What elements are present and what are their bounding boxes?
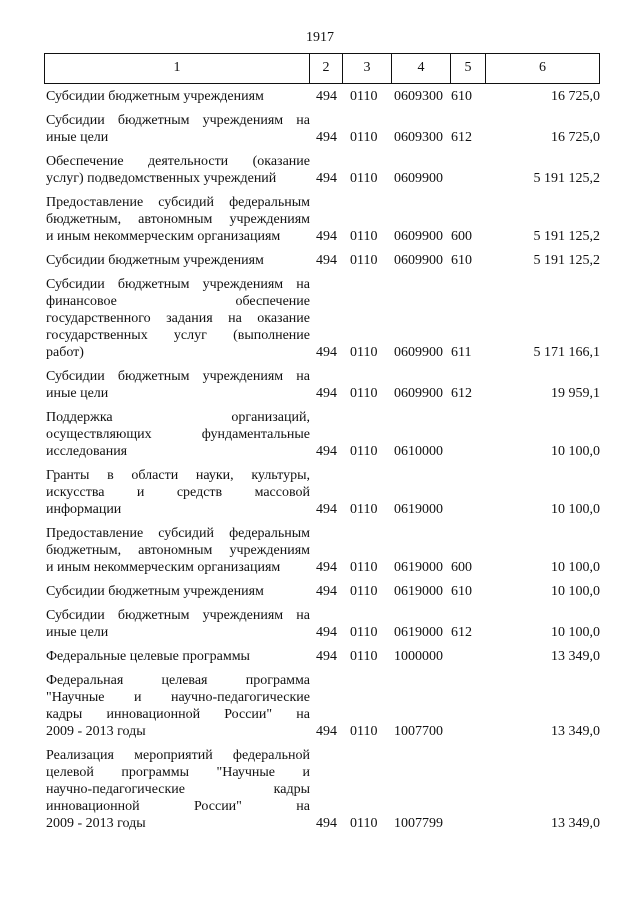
section-code: 0110	[350, 444, 378, 459]
table-row	[44, 112, 600, 146]
row-description	[46, 525, 310, 576]
header-col-6: 6	[485, 54, 600, 83]
section-code: 0110	[350, 625, 378, 640]
section-code: 0110	[350, 816, 378, 831]
description-line: государственных услуг (выполнение	[46, 328, 310, 343]
description-line: иные цели	[46, 130, 109, 145]
description-line: работ)	[46, 345, 84, 360]
description-line: и иным некоммерческим организациям	[46, 229, 281, 244]
table-row	[44, 672, 600, 740]
section-code: 0110	[350, 253, 378, 268]
description-line: Субсидии бюджетным учреждениям на	[46, 369, 310, 384]
description-line: Субсидии бюджетным учреждениям	[46, 253, 264, 268]
table-row	[44, 368, 600, 402]
amount: 13 349,0	[551, 816, 600, 831]
description-line: искусства и средств массовой	[46, 485, 310, 500]
amount: 10 100,0	[551, 625, 600, 640]
table-row	[44, 467, 600, 518]
row-description	[46, 607, 310, 641]
header-col-4: 4	[391, 54, 450, 83]
ministry-code: 494	[316, 386, 337, 401]
description-line: Субсидии бюджетным учреждениям	[46, 89, 264, 104]
description-line: финансовое обеспечение	[46, 294, 310, 309]
header-col-5: 5	[450, 54, 485, 83]
ministry-code: 494	[316, 560, 337, 575]
row-description	[46, 252, 310, 269]
table-row	[44, 194, 600, 245]
header-col-3: 3	[342, 54, 391, 83]
description-line: 2009 - 2013 годы	[46, 816, 146, 831]
amount: 10 100,0	[551, 444, 600, 459]
target-article-code: 0609300	[394, 89, 443, 104]
description-line: кадры инновационной России" на	[46, 707, 310, 722]
row-description	[46, 583, 310, 600]
target-article-code: 0619000	[394, 502, 443, 517]
target-article-code: 0609900	[394, 171, 443, 186]
amount: 10 100,0	[551, 584, 600, 599]
row-description	[46, 409, 310, 460]
target-article-code: 0609900	[394, 253, 443, 268]
table-row	[44, 88, 600, 105]
amount: 5 191 125,2	[533, 171, 600, 186]
description-line: информации	[46, 502, 122, 517]
description-line: Гранты в области науки, культуры,	[46, 468, 310, 483]
description-line: иные цели	[46, 386, 109, 401]
description-line: Субсидии бюджетным учреждениям на	[46, 277, 310, 292]
ministry-code: 494	[316, 816, 337, 831]
target-article-code: 0610000	[394, 444, 443, 459]
ministry-code: 494	[316, 345, 337, 360]
ministry-code: 494	[316, 444, 337, 459]
description-line: Реализация мероприятий федеральной	[46, 748, 310, 763]
amount: 19 959,1	[551, 386, 600, 401]
description-line: государственного задания на оказание	[46, 311, 310, 326]
expense-type-code: 611	[451, 345, 472, 360]
description-line: осуществляющих фундаментальные	[46, 427, 310, 442]
amount: 5 171 166,1	[533, 345, 600, 360]
row-description	[46, 747, 310, 832]
section-code: 0110	[350, 130, 378, 145]
ministry-code: 494	[316, 89, 337, 104]
description-line: Поддержка организаций,	[46, 410, 310, 425]
section-code: 0110	[350, 345, 378, 360]
row-description	[46, 276, 310, 361]
expense-type-code: 612	[451, 625, 472, 640]
amount: 5 191 125,2	[533, 253, 600, 268]
ministry-code: 494	[316, 130, 337, 145]
description-line: "Научные и научно-педагогические	[46, 690, 310, 705]
expense-type-code: 600	[451, 229, 472, 244]
ministry-code: 494	[316, 584, 337, 599]
section-code: 0110	[350, 502, 378, 517]
description-line: научно-педагогические кадры	[46, 782, 310, 797]
target-article-code: 0609900	[394, 229, 443, 244]
table-header	[44, 53, 600, 84]
ministry-code: 494	[316, 649, 337, 664]
expense-type-code: 610	[451, 89, 472, 104]
page-number: 1917	[306, 30, 334, 45]
table-row	[44, 252, 600, 269]
expense-type-code: 600	[451, 560, 472, 575]
amount: 10 100,0	[551, 502, 600, 517]
description-line: 2009 - 2013 годы	[46, 724, 146, 739]
row-description	[46, 672, 310, 740]
header-col-1: 1	[44, 54, 309, 83]
section-code: 0110	[350, 584, 378, 599]
row-description	[46, 153, 310, 187]
row-description	[46, 467, 310, 518]
target-article-code: 1007700	[394, 724, 443, 739]
target-article-code: 1007799	[394, 816, 443, 831]
row-description	[46, 648, 310, 665]
table-row	[44, 409, 600, 460]
section-code: 0110	[350, 724, 378, 739]
description-line: целевой программы "Научные и	[46, 765, 310, 780]
description-line: бюджетным, автономным учреждениям	[46, 212, 310, 227]
description-line: услуг) подведомственных учреждений	[46, 171, 277, 186]
table-row	[44, 747, 600, 832]
description-line: Федеральные целевые программы	[46, 649, 250, 664]
description-line: и иным некоммерческим организациям	[46, 560, 281, 575]
description-line: иные цели	[46, 625, 109, 640]
target-article-code: 0619000	[394, 560, 443, 575]
ministry-code: 494	[316, 229, 337, 244]
amount: 16 725,0	[551, 89, 600, 104]
ministry-code: 494	[316, 171, 337, 186]
expense-type-code: 610	[451, 253, 472, 268]
ministry-code: 494	[316, 625, 337, 640]
description-line: Предоставление субсидий федеральным	[46, 526, 310, 541]
target-article-code: 1000000	[394, 649, 443, 664]
header-col-2: 2	[309, 54, 342, 83]
amount: 5 191 125,2	[533, 229, 600, 244]
row-description	[46, 194, 310, 245]
description-line: Субсидии бюджетным учреждениям на	[46, 608, 310, 623]
description-line: Предоставление субсидий федеральным	[46, 195, 310, 210]
target-article-code: 0619000	[394, 584, 443, 599]
table-row	[44, 583, 600, 600]
amount: 16 725,0	[551, 130, 600, 145]
section-code: 0110	[350, 89, 378, 104]
expense-type-code: 612	[451, 386, 472, 401]
expense-type-code: 610	[451, 584, 472, 599]
section-code: 0110	[350, 229, 378, 244]
ministry-code: 494	[316, 502, 337, 517]
row-description	[46, 88, 310, 105]
ministry-code: 494	[316, 724, 337, 739]
ministry-code: 494	[316, 253, 337, 268]
description-line: Федеральная целевая программа	[46, 673, 310, 688]
expense-type-code: 612	[451, 130, 472, 145]
description-line: Субсидии бюджетным учреждениям	[46, 584, 264, 599]
section-code: 0110	[350, 649, 378, 664]
amount: 13 349,0	[551, 649, 600, 664]
description-line: Обеспечение деятельности (оказание	[46, 154, 310, 169]
amount: 13 349,0	[551, 724, 600, 739]
table-row	[44, 607, 600, 641]
target-article-code: 0609900	[394, 386, 443, 401]
description-line: инновационной России" на	[46, 799, 310, 814]
table-row	[44, 648, 600, 665]
table-row	[44, 525, 600, 576]
target-article-code: 0609300	[394, 130, 443, 145]
target-article-code: 0619000	[394, 625, 443, 640]
description-line: бюджетным, автономным учреждениям	[46, 543, 310, 558]
description-line: исследования	[46, 444, 128, 459]
section-code: 0110	[350, 560, 378, 575]
row-description	[46, 368, 310, 402]
target-article-code: 0609900	[394, 345, 443, 360]
row-description	[46, 112, 310, 146]
table-row	[44, 276, 600, 361]
section-code: 0110	[350, 171, 378, 186]
table-row	[44, 153, 600, 187]
section-code: 0110	[350, 386, 378, 401]
description-line: Субсидии бюджетным учреждениям на	[46, 113, 310, 128]
amount: 10 100,0	[551, 560, 600, 575]
